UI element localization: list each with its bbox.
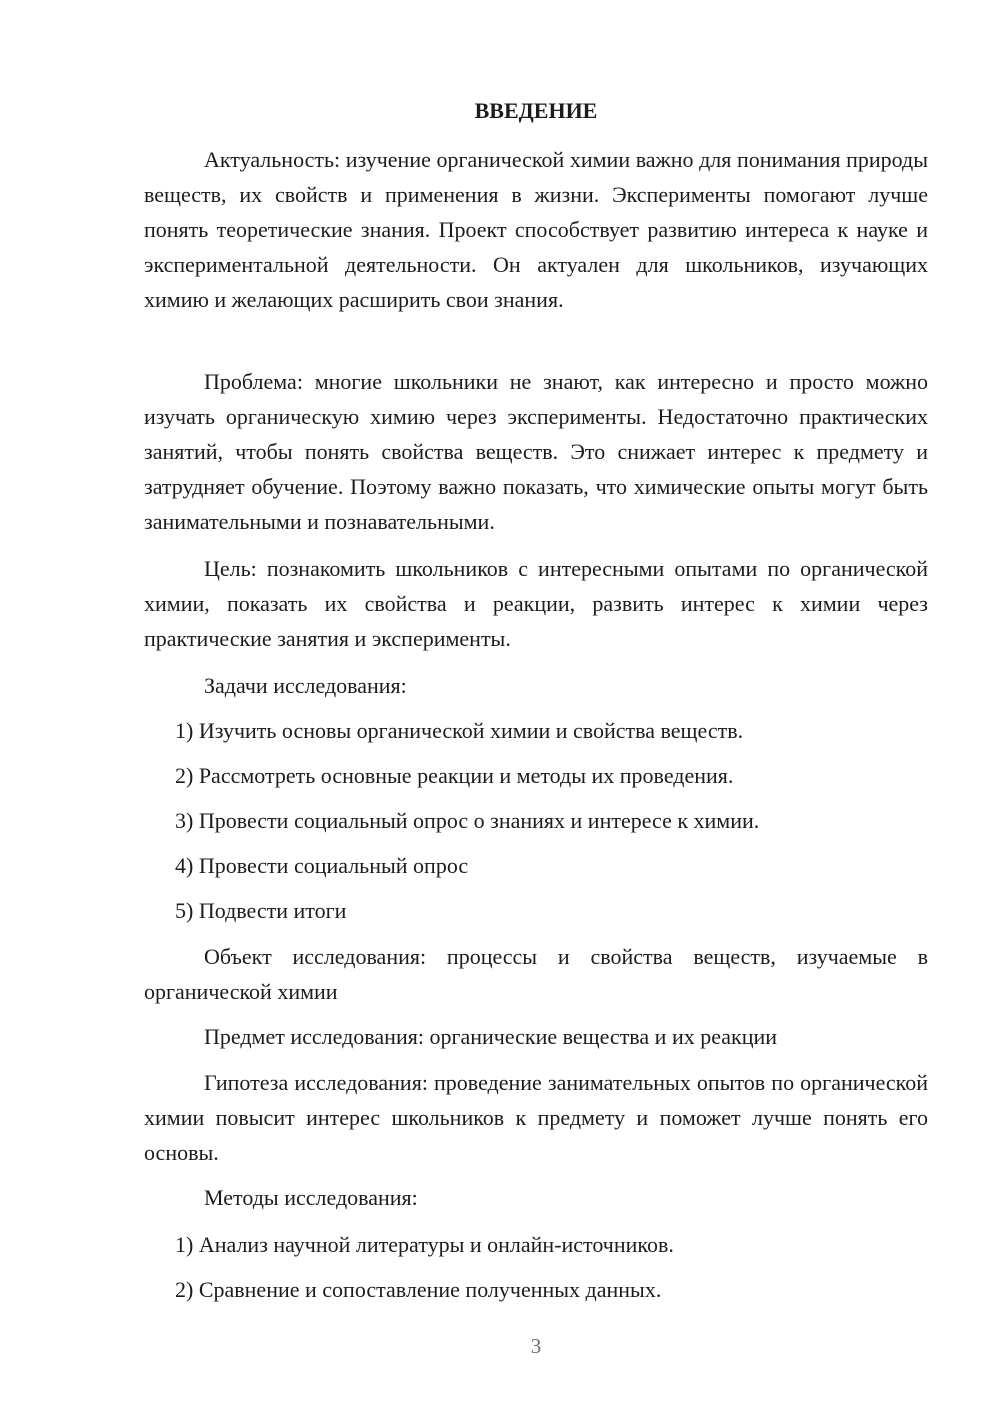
object-paragraph: Объект исследования: процессы и свойства веществ, изучаемые в органической химии [144, 944, 928, 1004]
list-item: 4) Провести социальный опрос [175, 853, 469, 878]
subject-paragraph: Предмет исследования: органические вещества и их реакции [204, 1024, 778, 1049]
relevance-paragraph: Актуальность: изучение органической химии важно для понимания природы веществ, их свойств и применения в жизни. Эксперименты помогают лучше понять теоретические знания. Проект способствует развитию интереса к науке и экспериментальной деятельности. Он актуален для школьников, изучающих химию и желающих расширить свои знания. [144, 147, 928, 312]
hypothesis-paragraph: Гипотеза исследования: проведение занимательных опытов по органической химии повысит интерес школьников к предмету и поможет лучше понять его основы. [144, 1070, 928, 1165]
list-item: 1) Анализ научной литературы и онлайн-источников. [175, 1232, 674, 1257]
page-title: ВВЕДЕНИЕ [474, 98, 598, 123]
list-item: 3) Провести социальный опрос о знаниях и интересе к химии. [175, 808, 760, 833]
list-item: 2) Сравнение и сопоставление полученных данных. [175, 1277, 662, 1302]
list-item: 5) Подвести итоги [175, 898, 347, 923]
methods-heading: Методы исследования: [204, 1185, 418, 1210]
problem-paragraph: Проблема: многие школьники не знают, как интересно и просто можно изучать органическую химию через эксперименты. Недостаточно практических занятий, чтобы понять свойства веществ. Это снижает интерес к предмету и затрудняет обучение. Поэтому важно показать, что химические опыты могут быть занимательными и познавательными. [144, 369, 928, 534]
list-item: 2) Рассмотреть основные реакции и методы их проведения. [175, 763, 734, 788]
tasks-heading: Задачи исследования: [204, 673, 407, 698]
list-item: 1) Изучить основы органической химии и свойства веществ. [175, 718, 744, 743]
page-number: 3 [530, 1334, 542, 1358]
goal-paragraph: Цель: познакомить школьников с интересными опытами по органической химии, показать их свойства и реакции, развить интерес к химии через практические занятия и эксперименты. [144, 556, 928, 651]
